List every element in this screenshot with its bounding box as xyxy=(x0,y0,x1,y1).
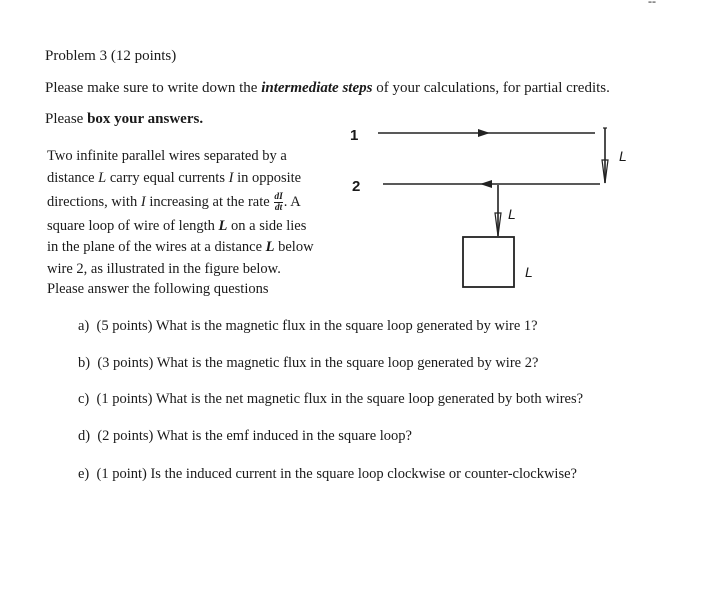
instruction-tail: of your calculations, for partial credits. xyxy=(372,80,610,96)
dim-label-wires: L xyxy=(619,148,627,164)
var-L: L xyxy=(98,170,107,186)
question-letter: b) xyxy=(78,355,91,371)
question-b xyxy=(78,355,538,372)
desc-text: in opposite xyxy=(233,170,302,186)
question-letter: e) xyxy=(78,466,90,482)
square-loop xyxy=(463,237,514,287)
dim-label-gap: L xyxy=(508,206,516,222)
desc-line-7: Please answer the following questions xyxy=(47,281,269,297)
desc-text: in the plane of the wires at a distance xyxy=(47,239,266,255)
fraction-numerator: dI xyxy=(274,192,283,202)
desc-text: on a side lies xyxy=(227,218,307,234)
question-d xyxy=(78,428,412,445)
question-letter: a) xyxy=(78,318,90,334)
var-L: L xyxy=(265,239,275,255)
question-e xyxy=(78,466,577,483)
question-letter: c) xyxy=(78,391,90,407)
question-c xyxy=(78,391,583,408)
question-text: (5 points) What is the magnetic flux in the square loop generated by wire 1? xyxy=(96,318,538,334)
page-corner-mark: -- xyxy=(648,0,656,8)
question-text: (1 points) What is the net magnetic flux in the square loop generated by both wires? xyxy=(96,391,584,407)
instruction-lead: Please make sure to write down the xyxy=(45,80,262,96)
desc-line-6: wire 2, as illustrated in the figure below. xyxy=(47,261,281,277)
question-text: (3 points) What is the magnetic flux in the square loop generated by wire 2? xyxy=(97,355,539,371)
question-text: (2 points) What is the emf induced in the square loop? xyxy=(97,428,412,444)
desc-text: increasing at the rate xyxy=(145,193,270,210)
wire-2-label: 2 xyxy=(352,178,361,195)
desc-text: directions, with xyxy=(47,193,141,210)
wire-1-label: 1 xyxy=(350,127,359,144)
wire-2-current-arrow xyxy=(480,180,492,188)
desc-text: carry equal currents xyxy=(106,170,229,186)
desc-text: square loop of wire of length xyxy=(47,218,219,234)
var-I: I xyxy=(140,193,146,210)
instruction-emphasis: intermediate steps xyxy=(261,80,373,96)
var-L: L xyxy=(218,218,228,234)
wire-1-current-arrow xyxy=(478,129,490,137)
question-a xyxy=(78,318,538,335)
problem-title: Problem 3 (12 points) xyxy=(45,48,177,64)
desc-text: distance xyxy=(47,170,99,186)
question-letter: d) xyxy=(78,428,91,444)
desc-text: below xyxy=(274,239,314,255)
fraction-denominator: dt xyxy=(274,203,283,213)
desc-line-1: Two infinite parallel wires separated by a xyxy=(47,148,287,164)
instruction2-bold: box your answers. xyxy=(87,111,204,127)
dim-label-side: L xyxy=(525,264,533,280)
question-text: (1 point) Is the induced current in the square loop clockwise or counter-clockwise? xyxy=(96,466,577,482)
instruction2-lead: Please xyxy=(45,111,88,127)
desc-text: . A xyxy=(283,193,301,210)
var-I: I xyxy=(228,170,234,186)
